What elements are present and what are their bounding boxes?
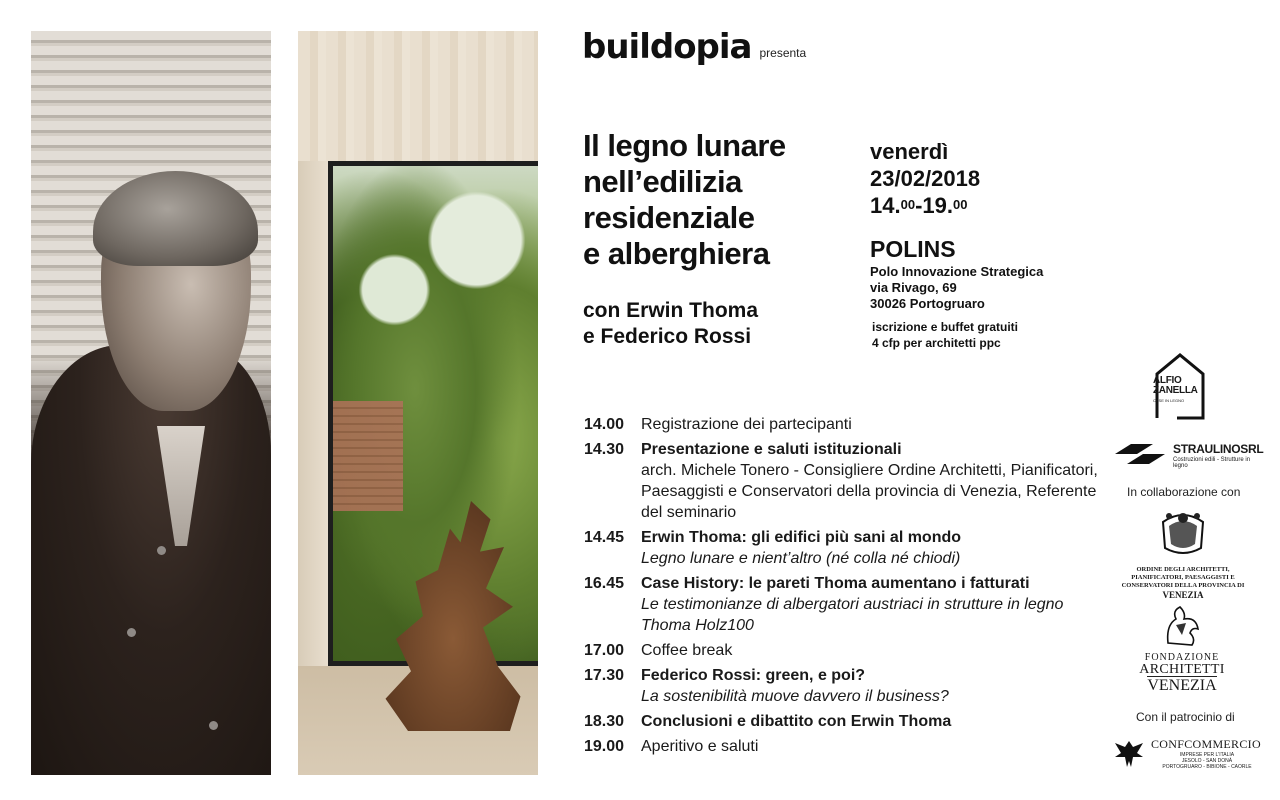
brick-house (333, 401, 403, 511)
presenta-label: presenta (759, 46, 807, 60)
straulino-tag: Costruzioni edili - Strutture in legno (1173, 457, 1251, 469)
ordine-architetti-logo (1113, 508, 1253, 600)
note-line: iscrizione e buffet gratuiti (872, 320, 1019, 334)
note-line: 4 cfp per architetti ppc (872, 336, 1001, 350)
fondazione-line: ARCHITETTI (1139, 662, 1225, 677)
slot-title: Case History: le pareti Thoma aumentano i fatturati (641, 575, 1030, 592)
confcommercio-sub-line: JESOLO - SAN DONÀ (1181, 758, 1233, 764)
straulino-logo (1113, 440, 1263, 470)
speakers-line: e Federico Rossi (583, 325, 752, 348)
event-title (583, 128, 853, 272)
event-date (870, 138, 980, 219)
patronage-label: Con il patrocinio di (1136, 710, 1235, 724)
ordine-city: VENEZIA (1162, 590, 1204, 600)
programme-item (584, 527, 1104, 569)
straulino-name: STRAULINOSRL (1173, 442, 1264, 456)
alfio-name (1153, 376, 1198, 396)
slot-title: Presentazione e saluti istituzionali (641, 441, 902, 458)
programme-item (584, 736, 1104, 757)
slot-time: 14.30 (584, 441, 625, 458)
alfio-zanella-logo (1153, 352, 1207, 422)
ordine-text: ORDINE DEGLI ARCHITETTI, PIANIFICATORI, PAESAGGISTI E CONSERVATORI DELLA PROVINCIA DI (1121, 566, 1245, 589)
slot-time: 17.00 (584, 642, 625, 659)
fondazione-architetti-logo (1127, 605, 1237, 695)
coat-button (157, 546, 166, 555)
buildopia-logo: buildopia (582, 27, 752, 67)
title-line: residenziale (583, 200, 755, 235)
confcommercio-sub (1157, 752, 1257, 770)
confcommercio-logo (1113, 735, 1263, 771)
slot-content (641, 414, 1104, 435)
coat-button (127, 628, 136, 637)
slot-time: 16.45 (584, 575, 625, 592)
slot-content (641, 665, 1104, 707)
alfio-line: ALFIO (1153, 375, 1182, 386)
speakers-line: con Erwin Thoma (583, 299, 759, 322)
venue (870, 234, 1043, 312)
slot-detail: arch. Michele Tonero - Consigliere Ordine Architetti, Pianificatori, Paesaggisti e Conservatori della provincia di Venezia, Referente del seminario (641, 462, 1098, 521)
slot-title: Aperitivo e saluti (641, 738, 759, 755)
slot-detail: Le testimonianze di albergatori austriaci in strutture in legno Thoma Holz100 (641, 596, 1064, 634)
event-speakers (583, 298, 843, 350)
programme (584, 414, 1104, 761)
coat-button (209, 721, 218, 730)
slot-time: 17.30 (584, 667, 625, 684)
title-line: nell’edilizia (583, 164, 742, 199)
programme-item (584, 439, 1104, 523)
fondazione-line: VENEZIA (1147, 677, 1217, 694)
programme-item (584, 665, 1104, 707)
venue-notes (872, 319, 1018, 351)
programme-item (584, 573, 1104, 636)
event-day: venerdì (870, 139, 949, 164)
interlock-mark-icon (1113, 442, 1168, 466)
alfio-line: ZANELLA (1153, 385, 1198, 396)
confcommercio-name: CONFCOMMERCIO (1151, 737, 1261, 751)
slot-content (641, 711, 1104, 732)
venue-street: via Rivago, 69 (870, 280, 957, 295)
venue-name: POLINS (870, 236, 956, 262)
confcommercio-sub-line: IMPRESE PER L'ITALIA (1179, 752, 1235, 758)
start-minutes: 00 (900, 197, 916, 212)
portrait-photo (31, 31, 271, 775)
slot-time: 14.45 (584, 529, 625, 546)
slot-content (641, 640, 1104, 661)
venue-city: 30026 Portogruaro (870, 296, 985, 311)
slot-time: 14.00 (584, 416, 625, 433)
alfio-tag: CASE IN LEGNO (1153, 398, 1185, 403)
slot-time: 18.30 (584, 713, 625, 730)
slot-detail: La sostenibilità muove davvero il business? (641, 688, 949, 705)
end-minutes: 00 (952, 197, 968, 212)
window-photo (298, 31, 538, 775)
time-separator: -19. (915, 193, 953, 218)
wood-ceiling (298, 31, 538, 161)
confcommercio-sub-line: PORTOGRUARO - BIBIONE - CAORLE (1162, 764, 1252, 770)
eagle-icon (1113, 737, 1145, 769)
event-date-value: 23/02/2018 (870, 166, 981, 191)
event-time (870, 192, 980, 219)
hair-shape (93, 171, 258, 266)
slot-title: Federico Rossi: green, e poi? (641, 667, 866, 684)
slot-content (641, 527, 1104, 569)
programme-item (584, 640, 1104, 661)
title-line: e alberghiera (583, 236, 770, 271)
fondazione-line: FONDAZIONE (1144, 652, 1220, 663)
slot-title: Coffee break (641, 642, 733, 659)
slot-content (641, 439, 1104, 523)
coat-shape (31, 345, 271, 775)
slot-content (641, 736, 1104, 757)
slot-time: 19.00 (584, 738, 625, 755)
venue-full-name: Polo Innovazione Strategica (870, 264, 1044, 279)
slot-title: Conclusioni e dibattito con Erwin Thoma (641, 713, 952, 730)
slot-title: Erwin Thoma: gli edifici più sani al mondo (641, 529, 962, 546)
crest-icon (1155, 508, 1211, 558)
slot-content (641, 573, 1104, 636)
slot-detail: Legno lunare e nient’altro (né colla né chiodi) (641, 550, 961, 567)
brand (582, 27, 807, 67)
slot-title: Registrazione dei partecipanti (641, 416, 852, 433)
collaboration-label: In collaborazione con (1127, 485, 1241, 499)
programme-item (584, 711, 1104, 732)
winged-lion-icon (1162, 605, 1202, 647)
start-hour: 14. (870, 193, 901, 218)
title-line: Il legno lunare (583, 128, 786, 163)
wood-wall (298, 161, 328, 721)
programme-item (584, 414, 1104, 435)
